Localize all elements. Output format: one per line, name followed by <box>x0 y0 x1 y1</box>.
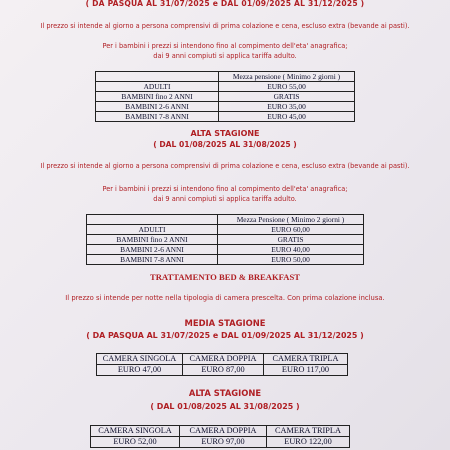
column-header: CAMERA SINGOLA <box>91 426 180 437</box>
row-value: EURO 55,00 <box>219 82 355 92</box>
column-header: CAMERA SINGOLA <box>97 354 183 365</box>
alta-stagione-date-range: ( DAL 01/08/2025 AL 31/08/2025 ) <box>153 140 297 149</box>
row-label: ADULTI <box>87 225 218 235</box>
row-label: BAMBINI fino 2 ANNI <box>87 235 218 245</box>
row-label: BAMBINI 2-6 ANNI <box>87 245 218 255</box>
price-cell: EURO 97,00 <box>180 437 267 448</box>
row-value: EURO 40,00 <box>218 245 364 255</box>
bb-media-stagione-title: MEDIA STAGIONE <box>184 318 266 328</box>
bed-breakfast-note: Il prezzo si intende per notte nella tipologia di camera prescelta. Con prima colazione inclusa. <box>65 294 385 302</box>
bb-alta-stagione-date-range: ( DAL 01/08/2025 AL 31/08/2025 ) <box>150 402 300 411</box>
row-value: GRATIS <box>218 235 364 245</box>
row-value: GRATIS <box>219 92 355 102</box>
column-header: CAMERA TRIPLA <box>264 354 348 365</box>
price-cell: EURO 52,00 <box>91 437 180 448</box>
price-cell: EURO 87,00 <box>183 365 264 376</box>
table-row <box>96 102 355 112</box>
table-row <box>97 354 348 365</box>
alta-stagione-children-line1: Per i bambini i prezzi si intendono fino al compimento dell'eta' anagrafica; <box>102 185 348 193</box>
alta-stagione-children-line2: dai 9 anni compiuti si applica tariffa adulto. <box>153 195 297 203</box>
table-row <box>87 255 364 265</box>
bed-breakfast-title: TRATTAMENTO BED & BREAKFAST <box>149 272 300 282</box>
table-cell <box>96 72 219 82</box>
table-cell <box>87 215 218 225</box>
price-cell: EURO 122,00 <box>267 437 350 448</box>
table-header: Mezza Pensione ( Minimo 2 giorni ) <box>218 215 364 225</box>
bb-media-stagione-date-range: ( DA PASQUA AL 31/07/2025 e DAL 01/09/2025 AL 31/12/2025 ) <box>86 331 364 340</box>
media-stagione-note: Il prezzo si intende al giorno a persona comprensivi di prima colazione e cena, escluso extra (bevande ai pasti). <box>40 22 410 30</box>
price-cell: EURO 117,00 <box>264 365 348 376</box>
table-row <box>96 72 355 82</box>
bb-alta-stagione-title: ALTA STAGIONE <box>188 388 262 398</box>
table-row <box>91 426 350 437</box>
media-stagione-children-line2: dai 9 anni compiuti si applica tariffa adulto. <box>153 52 297 60</box>
row-label: BAMBINI 2-6 ANNI <box>96 102 219 112</box>
row-label: BAMBINI 7-8 ANNI <box>87 255 218 265</box>
bb-alta-stagione-table <box>90 425 350 448</box>
column-header: CAMERA TRIPLA <box>267 426 350 437</box>
row-value: EURO 50,00 <box>218 255 364 265</box>
alta-stagione-half-board-table <box>86 214 364 265</box>
bb-media-stagione-table <box>96 353 348 376</box>
table-header: Mezza pensione ( Minimo 2 giorni ) <box>219 72 355 82</box>
table-row <box>87 235 364 245</box>
media-stagione-half-board-table <box>95 71 355 122</box>
table-row <box>91 437 350 448</box>
row-value: EURO 60,00 <box>218 225 364 235</box>
table-row <box>96 92 355 102</box>
table-row <box>97 365 348 376</box>
row-label: ADULTI <box>96 82 219 92</box>
media-stagione-children-line1: Per i bambini i prezzi si intendono fino al compimento dell'eta' anagrafica; <box>102 42 348 50</box>
media-stagione-date-range: ( DA PASQUA AL 31/07/2025 e DAL 01/09/2025 AL 31/12/2025 ) <box>85 0 365 8</box>
row-value: EURO 45,00 <box>219 112 355 122</box>
table-row <box>87 225 364 235</box>
row-label: BAMBINI fino 2 ANNI <box>96 92 219 102</box>
table-row <box>87 245 364 255</box>
alta-stagione-title: ALTA STAGIONE <box>190 129 260 138</box>
column-header: CAMERA DOPPIA <box>183 354 264 365</box>
alta-stagione-note: Il prezzo si intende al giorno a persona comprensivi di prima colazione e cena, escluso extra (bevande ai pasti). <box>40 162 410 170</box>
table-row <box>87 215 364 225</box>
row-value: EURO 35,00 <box>219 102 355 112</box>
row-label: BAMBINI 7-8 ANNI <box>96 112 219 122</box>
table-row <box>96 82 355 92</box>
price-cell: EURO 47,00 <box>97 365 183 376</box>
table-row <box>96 112 355 122</box>
column-header: CAMERA DOPPIA <box>180 426 267 437</box>
